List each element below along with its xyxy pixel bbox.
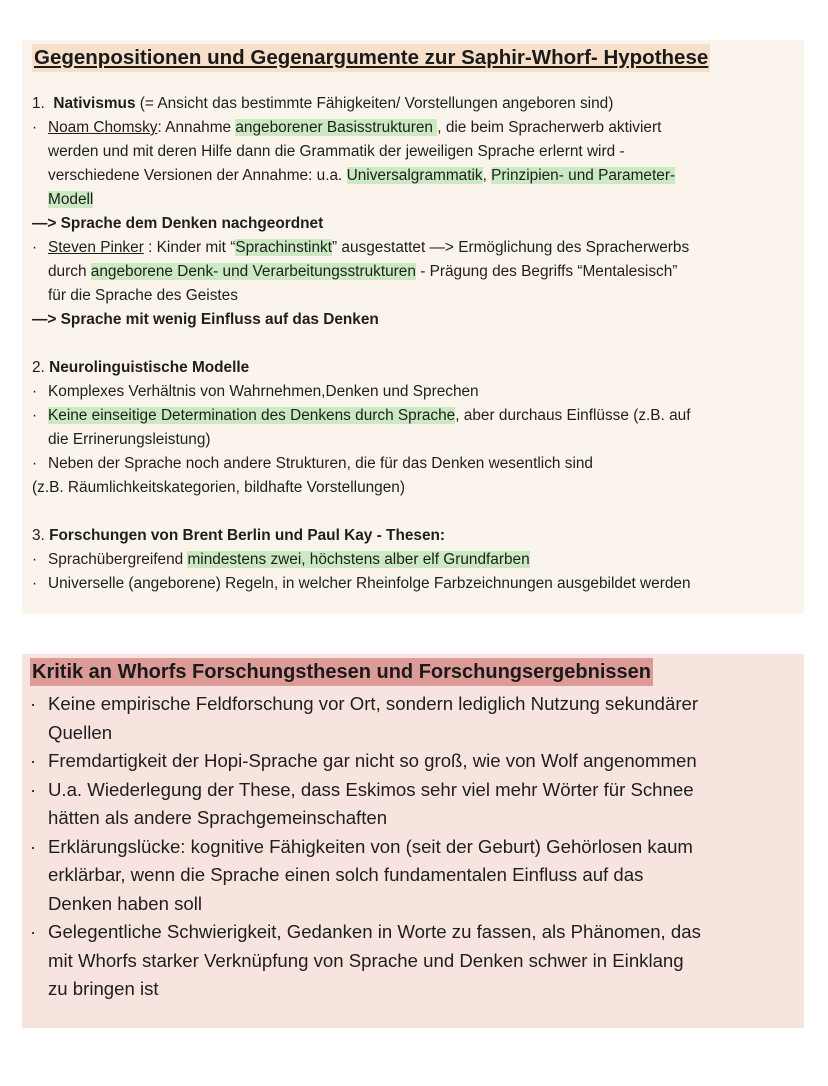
bullet: · xyxy=(32,455,38,472)
critique-item-text: Keine empirische Feldforschung vor Ort, sondern lediglich Nutzung sekundärer xyxy=(48,693,699,714)
highlight: angeborene Denk- und Verarbeitungsstrukturen xyxy=(90,263,416,280)
chomsky-item: · Noam Chomsky: Annahme angeborener Basisstrukturen , die beim Spracherwerb aktiviert xyxy=(32,116,804,140)
critique-item xyxy=(30,918,804,947)
critique-item xyxy=(30,776,804,805)
critique-list xyxy=(30,690,804,1004)
counterpositions-body: 1. Nativismus (= Ansicht das bestimmte Fähigkeiten/ Vorstellungen angeboren sind) · Noam Chomsky: Annahme angeborener Basisstrukturen , die beim Spracherwerb aktiviert werden und mit deren Hilfe dann die Grammatik der jeweiligen Sprache erlernt wird - verschiedene Versionen der Annahme: u.a. Universalgrammatik, Prinzipien- und Parameter- Modell —> Sprache dem Denken nachgeordnet · Steven Pinker : Kinder mit “Sprachinstinkt” ausgestattet —> Ermöglichung des Spracherwerbs durch angeborene Denk- und Verarbeitungsstrukturen - Prägung des Begriffs “Mentalesisch” für die Sprache des Geistes —> Sprache mit wenig Einfluss auf das Denken 2. Neurolinguistische Modelle · Komplexes Verhältnis von Wahrnehmen,Denken und Sprechen · Keine einseitige Determination des Denkens durch Sprache, aber durchaus Einflüsse (z.B. auf die Errinerungsleistung) · Neben der Sprache noch andere Strukturen, die für das Denken wesentlich sind (z.B. Räumlichkeitskategorien, bildhafte Vorstellungen) 3. Forschungen von Brent Berlin und Paul Kay - Thesen: · Sprachübergreifend mindestens zwei, höchstens alber elf Grundfarben · Universelle (angeborene) Regeln, in welcher Rheinfolge Farbzeichnungen ausgebildet werden xyxy=(32,92,804,596)
critique-item-text: erklärbar, wenn die Sprache einen solch fundamentalen Einfluss auf das xyxy=(48,864,644,885)
bullet: · xyxy=(30,835,37,857)
neuro-heading-line: 2. Neurolinguistische Modelle xyxy=(32,359,250,376)
pinker-item: · Steven Pinker : Kinder mit “Sprachinstinkt” ausgestattet —> Ermöglichung des Spracherwerbs xyxy=(32,236,804,260)
critique-item-text: hätten als andere Sprachgemeinschaften xyxy=(48,807,388,828)
bullet: · xyxy=(32,551,38,568)
list-item: · Sprachübergreifend mindestens zwei, höchstens alber elf Grundfarben xyxy=(32,548,804,572)
critique-item xyxy=(30,833,804,862)
neuro-heading: Neurolinguistische Modelle xyxy=(49,359,250,376)
critique-section xyxy=(22,654,804,1028)
critique-item-text: Gelegentliche Schwierigkeit, Gedanken in Worte zu fassen, als Phänomen, das xyxy=(48,921,701,942)
critique-item xyxy=(30,747,804,776)
highlight: Modell xyxy=(48,191,94,208)
critique-item xyxy=(30,690,804,719)
counterpositions-section xyxy=(22,40,804,614)
berlin-kay-heading: Forschungen von Brent Berlin und Paul Kay - Thesen: xyxy=(49,527,446,544)
critique-item-text: U.a. Wiederlegung der These, dass Eskimos sehr viel mehr Wörter für Schnee xyxy=(48,778,694,800)
critique-item-continuation xyxy=(30,947,804,976)
berlin-kay-heading-line: 3. Forschungen von Brent Berlin und Paul Kay - Thesen: xyxy=(32,527,446,544)
bullet: · xyxy=(30,693,37,714)
critique-item-continuation xyxy=(30,975,804,1004)
critique-item-text: Fremdartigkeit der Hopi-Sprache gar nicht so groß, wie von Wolf angenommen xyxy=(48,750,697,771)
bullet: · xyxy=(32,119,38,136)
bullet: · xyxy=(30,921,37,942)
bullet: · xyxy=(30,750,37,771)
critique-item-text: Quellen xyxy=(48,721,113,743)
highlight: Prinzipien- und Parameter- xyxy=(491,167,676,184)
highlight: Sprachinstinkt xyxy=(235,239,333,256)
bullet: · xyxy=(30,778,37,800)
critique-item-text: mit Whorfs starker Verknüpfung von Sprache und Denken schwer in Einklang xyxy=(48,949,684,971)
critique-item-text: zu bringen ist xyxy=(48,978,159,999)
critique-item-continuation xyxy=(30,804,804,833)
nativismus-heading-line: 1. Nativismus (= Ansicht das bestimmte Fähigkeiten/ Vorstellungen angeboren sind) xyxy=(32,95,614,112)
critique-item-continuation xyxy=(30,861,804,890)
section-title-critique: Kritik an Whorfs Forschungsthesen und Forschungsergebnissen xyxy=(30,658,653,686)
highlight: Universalgrammatik xyxy=(346,167,483,184)
section-title-counterpositions: Gegenpositionen und Gegenargumente zur Saphir-Whorf- Hypothese xyxy=(32,44,710,72)
conclusion-1: —> Sprache dem Denken nachgeordnet xyxy=(32,215,324,232)
list-item: · Neben der Sprache noch andere Strukturen, die für das Denken wesentlich sind xyxy=(32,452,804,476)
bullet: · xyxy=(32,239,38,256)
bullet: · xyxy=(32,383,38,400)
bullet: · xyxy=(32,575,38,592)
conclusion-2: —> Sprache mit wenig Einfluss auf das Denken xyxy=(32,311,379,328)
list-item: · Keine einseitige Determination des Denkens durch Sprache, aber durchaus Einflüsse (z.B. auf xyxy=(32,404,804,428)
bullet: · xyxy=(32,407,38,424)
critique-item-text: Denken haben soll xyxy=(48,892,203,914)
critique-item-text: Erklärungslücke: kognitive Fähigkeiten von (seit der Geburt) Gehörlosen kaum xyxy=(48,835,693,857)
highlight: Keine einseitige Determination des Denkens durch Sprache xyxy=(48,407,456,424)
list-item: · Universelle (angeborene) Regeln, in welcher Rheinfolge Farbzeichnungen ausgebildet werden xyxy=(32,572,804,596)
highlight: angeborener Basisstrukturen xyxy=(235,119,438,136)
critique-item-continuation xyxy=(30,719,804,748)
highlight: mindestens zwei, höchstens alber elf Grundfarben xyxy=(187,551,530,568)
list-item: · Komplexes Verhältnis von Wahrnehmen,Denken und Sprechen xyxy=(32,380,804,404)
nativismus-heading: Nativismus xyxy=(53,95,136,112)
critique-item-continuation xyxy=(30,890,804,919)
